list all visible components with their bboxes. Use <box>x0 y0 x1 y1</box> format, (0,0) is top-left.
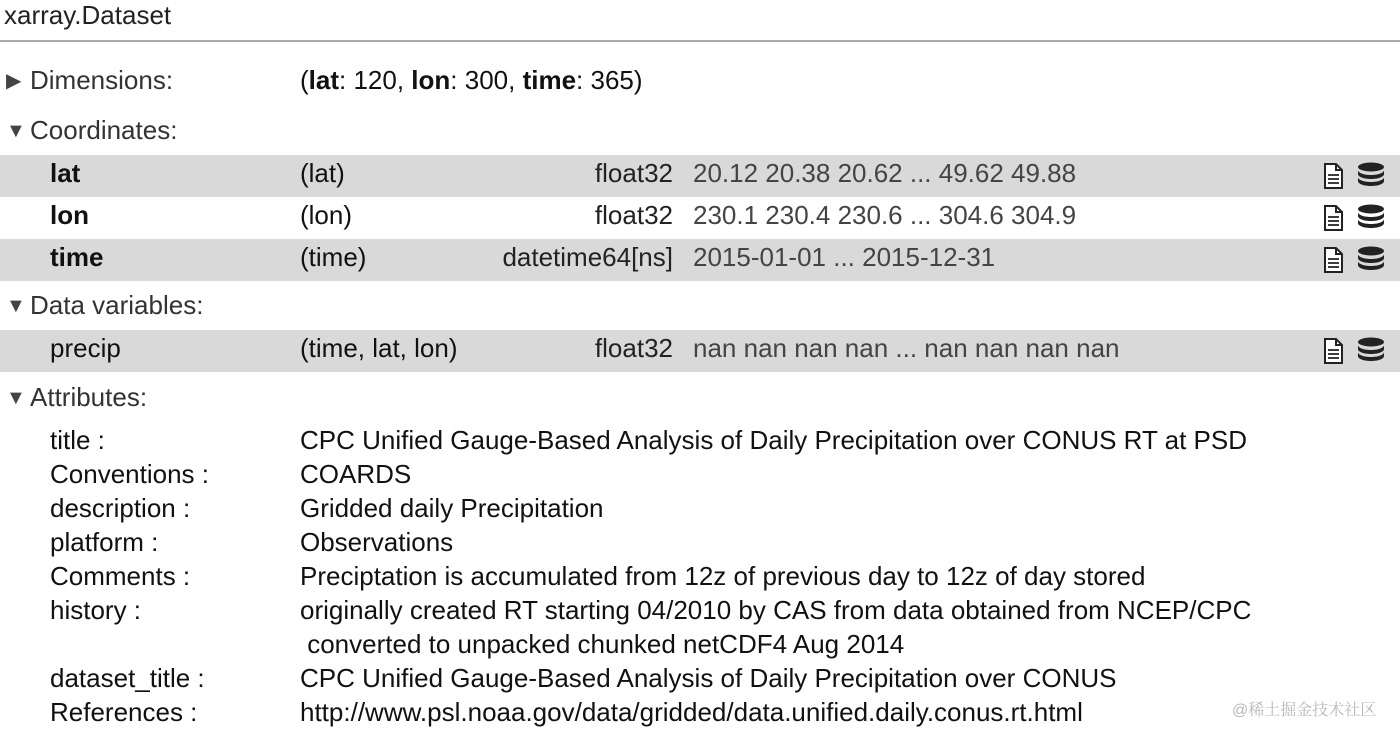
database-icon[interactable] <box>1356 336 1386 366</box>
variable-dtype: float32 <box>594 333 673 363</box>
attribute-key: Conventions : <box>50 459 209 489</box>
variable-dims: (lon) <box>300 200 353 230</box>
coordinates-label: Coordinates: <box>30 115 178 145</box>
variable-preview[interactable]: 2015-01-01 ... 2015-12-31 <box>693 242 996 272</box>
coordinate-row-lon <box>0 197 1400 239</box>
database-icon[interactable] <box>1356 161 1386 191</box>
attributes-label: Attributes: <box>30 382 148 412</box>
dimensions-section-toggle[interactable] <box>6 60 173 100</box>
document-icon[interactable] <box>1318 203 1348 233</box>
coordinates-section-toggle[interactable] <box>6 110 177 150</box>
collapse-arrow-icon: ▼ <box>6 295 26 317</box>
document-icon[interactable] <box>1318 245 1348 275</box>
variable-dtype: float32 <box>594 158 673 188</box>
attribute-key: platform : <box>50 527 159 557</box>
variable-preview[interactable]: 20.12 20.38 20.62 ... 49.62 49.88 <box>693 158 1077 188</box>
attribute-key: title : <box>50 425 105 455</box>
attribute-value: COARDS <box>300 459 412 489</box>
attribute-value: http://www.psl.noaa.gov/data/gridded/data.unified.daily.conus.rt.html <box>300 697 1083 727</box>
variable-preview[interactable]: 230.1 230.4 230.6 ... 304.6 304.9 <box>693 200 1077 230</box>
variable-dtype: float32 <box>594 200 673 230</box>
attribute-value: Preciptation is accumulated from 12z of previous day to 12z of day stored <box>300 561 1146 591</box>
dataset-header <box>0 0 1400 42</box>
attribute-key: dataset_title : <box>50 663 205 693</box>
expand-arrow-icon: ▶ <box>6 70 22 92</box>
variable-name: time <box>50 242 104 272</box>
data-variable-row-precip <box>0 330 1400 372</box>
coordinate-row-lat <box>0 155 1400 197</box>
variable-name: lat <box>50 158 81 188</box>
document-icon[interactable] <box>1318 336 1348 366</box>
attribute-value: Gridded daily Precipitation <box>300 493 604 523</box>
variable-dims: (lat) <box>300 158 345 188</box>
dataset-title: xarray.Dataset <box>4 0 172 30</box>
variable-dtype: datetime64[ns] <box>502 242 673 272</box>
collapse-arrow-icon: ▼ <box>6 120 26 142</box>
attribute-key: description : <box>50 493 191 523</box>
attribute-value: CPC Unified Gauge-Based Analysis of Daily Precipitation over CONUS RT at PSD <box>300 425 1247 455</box>
attribute-key: history : <box>50 595 142 625</box>
attribute-value: originally created RT starting 04/2010 by CAS from data obtained from NCEP/CPC converted to unpacked chunked netCDF4 Aug 2014 <box>300 595 1252 659</box>
dimensions-summary: (lat: 120, lon: 300, time: 365) <box>300 65 643 95</box>
dim-lat: lat <box>308 65 340 95</box>
collapse-arrow-icon: ▼ <box>6 387 26 409</box>
attribute-key: Comments : <box>50 561 191 591</box>
variable-dims: (time) <box>300 242 367 272</box>
dim-lon: lon <box>411 65 451 95</box>
document-icon[interactable] <box>1318 161 1348 191</box>
variable-dims: (time, lat, lon) <box>300 333 458 363</box>
dimensions-label: Dimensions: <box>30 65 174 95</box>
database-icon[interactable] <box>1356 203 1386 233</box>
dim-time: time <box>522 65 577 95</box>
watermark: @稀土掘金技术社区 <box>1232 702 1377 719</box>
attribute-value: CPC Unified Gauge-Based Analysis of Daily Precipitation over CONUS <box>300 663 1117 693</box>
coordinate-row-time <box>0 239 1400 281</box>
attribute-value: Observations <box>300 527 454 557</box>
attributes-section-toggle[interactable] <box>6 377 147 417</box>
variable-name: precip <box>50 333 121 363</box>
data-variables-label: Data variables: <box>30 290 204 320</box>
attribute-key: References : <box>50 697 198 727</box>
data-variables-section-toggle[interactable] <box>6 285 203 325</box>
database-icon[interactable] <box>1356 245 1386 275</box>
variable-name: lon <box>50 200 89 230</box>
variable-preview[interactable]: nan nan nan nan ... nan nan nan nan <box>693 333 1120 363</box>
